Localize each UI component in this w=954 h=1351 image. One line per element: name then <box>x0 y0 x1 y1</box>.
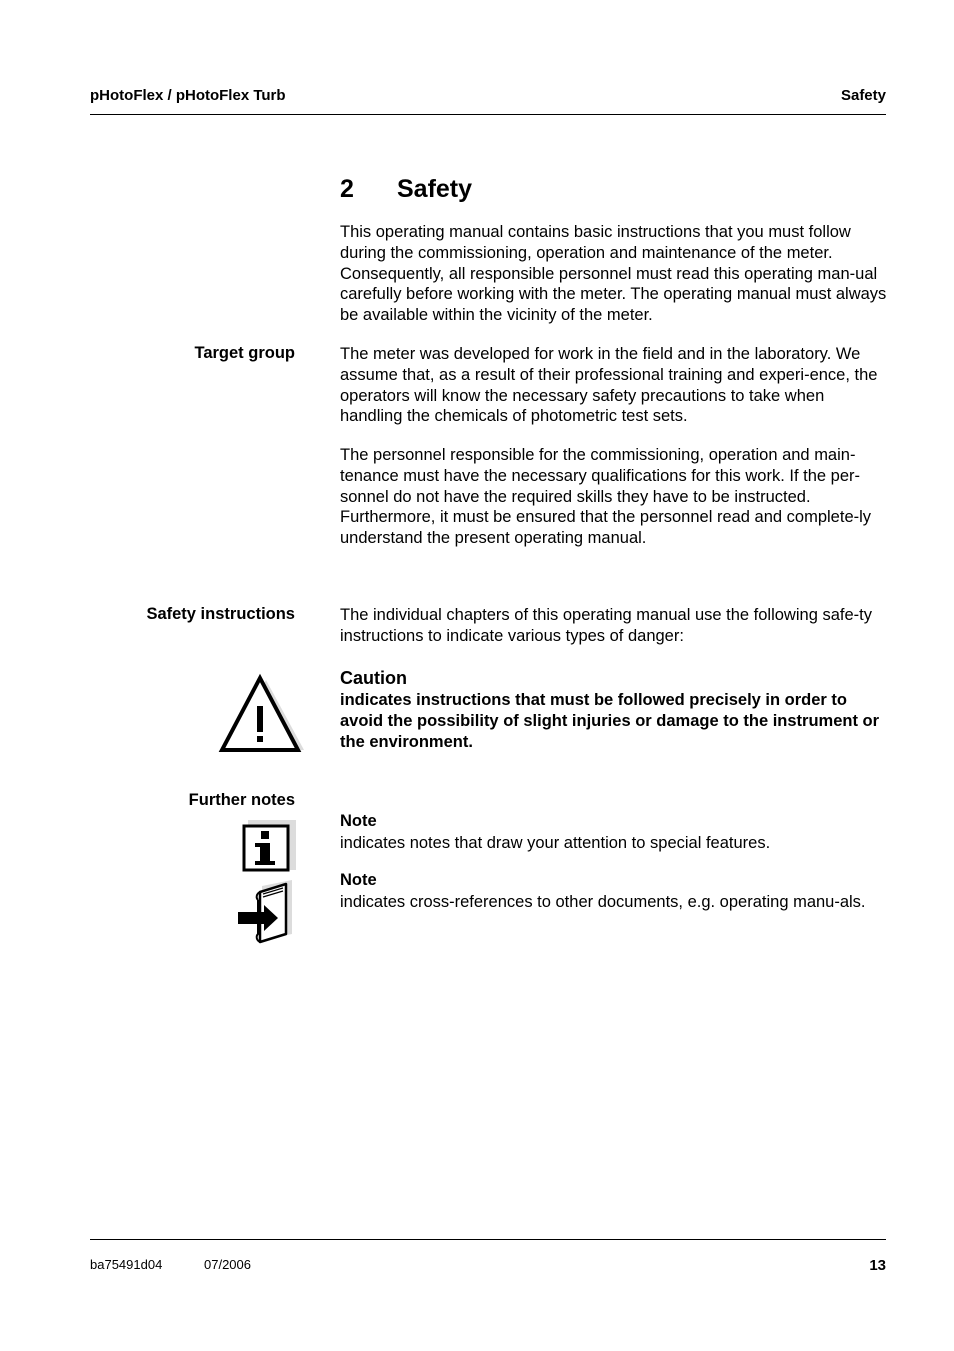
target-group-paragraph-1: The meter was developed for work in the field and in the laboratory. We assume that, as a result of their professional training and experi-ence, the operators will know the necessary safety precautions to take when handling the chemicals of photometric test sets. <box>340 345 878 426</box>
note-1-text: indicates notes that draw your attention to special features. <box>340 834 771 852</box>
caution-title: Caution <box>340 668 407 688</box>
target-group-paragraph-2: The personnel responsible for the commissioning, operation and main-tenance must have the necessary qualifications for this work. If the per-sonnel do not have the required skills they have to be instructed. Furthermore, it must be ensured that the personnel read and complete-ly understand the present operating manual. <box>340 446 872 548</box>
chapter-number: 2 <box>340 175 354 203</box>
header-title: pHotoFlex / pHotoFlex Turb <box>90 87 286 104</box>
footer-doc-id: ba75491d04 <box>90 1257 163 1272</box>
page-number: 13 <box>869 1257 886 1274</box>
footer-rule <box>90 1239 886 1240</box>
further-notes-label: Further notes <box>188 791 295 809</box>
note-2-text: indicates cross-references to other documents, e.g. operating manu-als. <box>340 893 866 911</box>
note-2-title: Note <box>340 871 377 889</box>
safety-instructions-label: Safety instructions <box>146 605 295 623</box>
target-group-label: Target group <box>194 344 295 362</box>
info-icon <box>240 818 298 874</box>
header-rule <box>90 114 886 115</box>
chapter-title: Safety <box>397 175 473 203</box>
intro-paragraph: This operating manual contains basic instructions that you must follow during the commissioning, operation and maintenance of the meter. Consequently, all responsible personnel must read this operating man-ual carefully before working with the meter. The operating manual must always be available within the vicinity of the meter. <box>340 223 887 325</box>
footer-date: 07/2006 <box>204 1257 251 1272</box>
header-section: Safety <box>840 87 886 104</box>
safety-instructions-paragraph: The individual chapters of this operating manual use the following safe-ty instructions to indicate various types of danger: <box>340 606 872 645</box>
caution-text: indicates instructions that must be followed precisely in order to avoid the possibility of slight injuries or damage to the instrument or the environment. <box>340 691 880 751</box>
book-reference-icon <box>236 878 298 944</box>
note-1-title: Note <box>340 812 377 830</box>
warning-triangle-icon <box>218 672 304 754</box>
